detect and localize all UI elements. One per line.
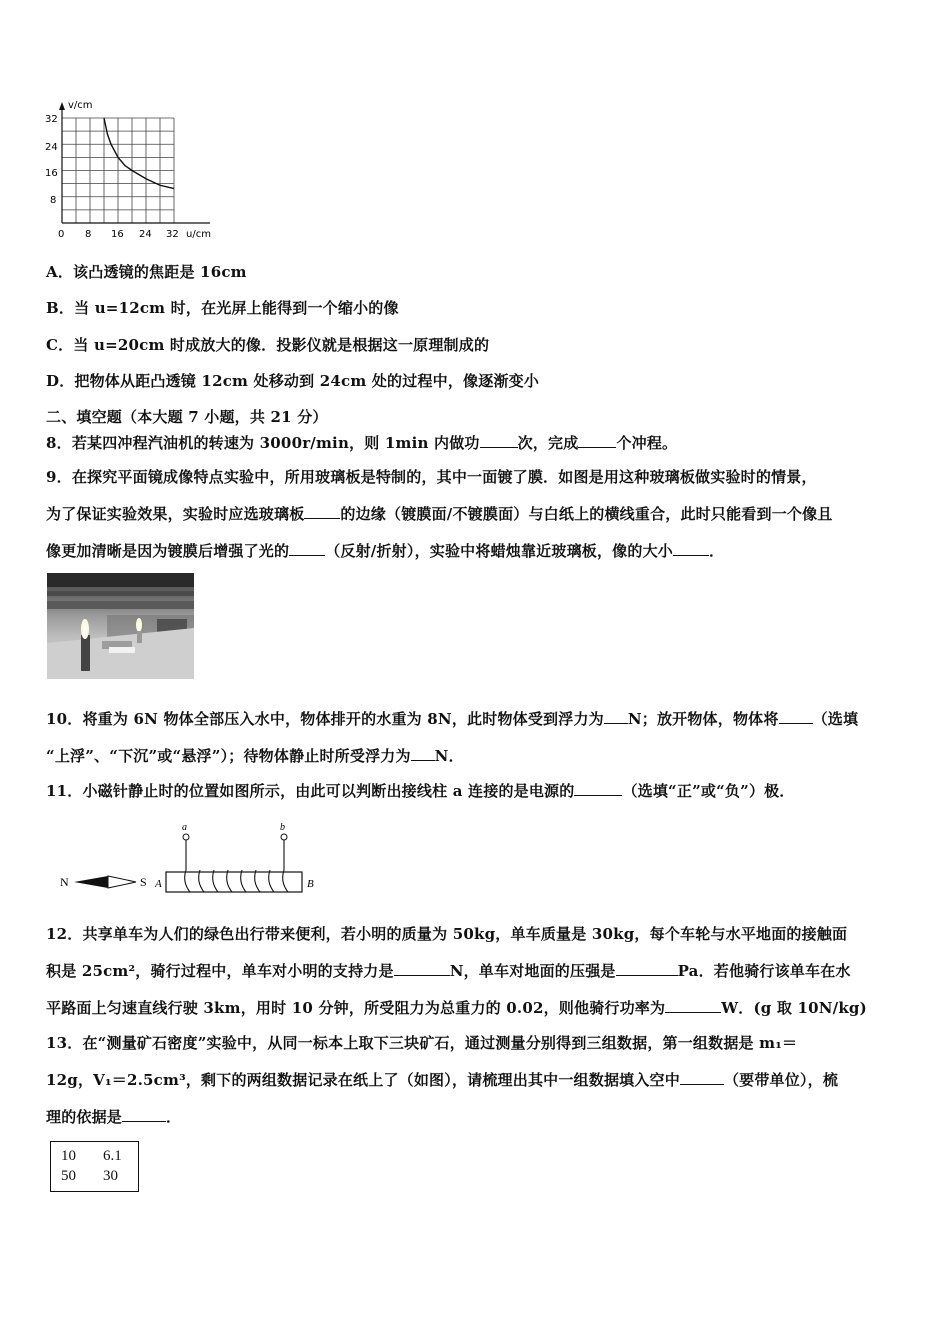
x-tick-8: 8 — [85, 229, 92, 240]
y-tick-32: 32 — [45, 114, 58, 125]
y-axis-label: v/cm — [68, 100, 93, 111]
x-tick-0: 0 — [58, 229, 65, 240]
note-cell: 30 — [103, 1168, 118, 1184]
candle-photo-svg — [47, 573, 194, 679]
question-8: 8．若某四冲程汽油机的转速为 3000r/min，则 1min 内做功 次，完成 个冲程。 — [46, 434, 678, 452]
compass-n-label: N — [60, 875, 69, 889]
terminal-b-label: b — [280, 822, 285, 833]
answer-blank — [304, 503, 340, 519]
answer-blank — [122, 1106, 166, 1122]
compass-needle-north — [74, 876, 108, 888]
solenoid-figure — [58, 822, 333, 894]
compass-needle-south — [108, 876, 136, 888]
solenoid-coil — [185, 840, 288, 892]
answer-blank — [779, 708, 813, 724]
answer-blank — [480, 432, 518, 448]
question-12-line-3: 平路面上匀速直线行驶 3km，用时 10 分钟，所受阻力为总重力的 0.02，则他骑行功率为 W．(g 取 10N/kg) — [46, 999, 867, 1017]
option-b: B．当 u=12cm 时，在光屏上能得到一个缩小的像 — [46, 299, 399, 317]
option-c: C．当 u=20cm 时成放大的像．投影仪就是根据这一原理制成的 — [46, 336, 490, 354]
option-d: D．把物体从距凸透镜 12cm 处移动到 24cm 处的过程中，像逐渐变小 — [46, 372, 540, 390]
terminal-a-label: a — [182, 822, 187, 833]
question-13-line-1: 13．在“测量矿石密度”实验中，从同一标本上取下三块矿石，通过测量分别得到三组数据，第一组数据是 m₁＝ — [46, 1034, 798, 1052]
lens-graph-svg — [40, 96, 230, 244]
question-11: 11．小磁针静止时的位置如图所示，由此可以判断出接线柱 a 连接的是电源的 （选填“正”或“负”）极． — [46, 782, 795, 800]
end-a-label: A — [155, 878, 162, 890]
answer-blank — [616, 960, 678, 976]
answer-blank — [289, 540, 325, 556]
option-a: A．该凸透镜的焦距是 16cm — [46, 263, 247, 281]
y-tick-8: 8 — [50, 195, 57, 206]
solenoid-core — [166, 872, 302, 892]
x-tick-32: 32 — [166, 229, 179, 240]
answer-blank — [604, 708, 628, 724]
lens-graph — [40, 96, 230, 244]
question-10-line-2: “上浮”、“下沉”或“悬浮”）；待物体静止时所受浮力为 N． — [46, 747, 464, 765]
note-cell: 6.1 — [103, 1148, 122, 1164]
answer-blank — [574, 780, 622, 796]
question-13-line-3: 理的依据是 ． — [46, 1108, 182, 1126]
answer-blank — [394, 960, 450, 976]
question-13-line-2: 12g，V₁＝2.5cm³，剩下的两组数据记录在纸上了（如图），请梳理出其中一组数据填入空中 （要带单位），梳 — [46, 1071, 839, 1089]
y-tick-24: 24 — [45, 142, 58, 153]
question-9-line-1: 9．在探究平面镜成像特点实验中，所用玻璃板是特制的，其中一面镀了膜．如图是用这种玻璃板做实验时的情景， — [46, 468, 817, 486]
terminal-a — [183, 834, 189, 840]
note-cell: 50 — [61, 1168, 76, 1184]
compass-s-label: S — [140, 875, 147, 889]
terminal-b — [281, 834, 287, 840]
answer-blank — [665, 997, 721, 1013]
question-10-line-1: 10．将重为 6N 物体全部压入水中，物体排开的水重为 8N，此时物体受到浮力为 N；放开物体，物体将 （选填 — [46, 710, 859, 728]
y-tick-16: 16 — [45, 168, 58, 179]
x-tick-16: 16 — [111, 229, 124, 240]
question-12-line-2: 积是 25cm²，骑行过程中，单车对小明的支持力是 N，单车对地面的压强是 Pa．若他骑行该单车在水 — [46, 962, 851, 980]
recorded-data-note — [50, 1141, 139, 1192]
question-12-line-1: 12．共享单车为人们的绿色出行带来便利，若小明的质量为 50kg，单车质量是 30kg，每个车轮与水平地面的接触面 — [46, 925, 848, 943]
end-b-label: B — [307, 878, 314, 890]
answer-blank — [680, 1069, 724, 1085]
section-title: 二、填空题（本大题 7 小题，共 21 分） — [46, 408, 328, 426]
image-distance-curve — [104, 118, 174, 189]
question-9-line-2: 为了保证实验效果，实验时应选玻璃板 的边缘（镀膜面/不镀膜面）与白纸上的横线重合，此时只能看到一个像且 — [46, 505, 833, 523]
solenoid-svg — [58, 822, 333, 894]
x-axis-label: u/cm — [186, 229, 211, 240]
answer-blank — [578, 432, 616, 448]
note-cell: 10 — [61, 1148, 76, 1164]
answer-blank — [673, 540, 709, 556]
answer-blank — [411, 745, 435, 761]
x-tick-24: 24 — [139, 229, 152, 240]
question-9-line-3: 像更加清晰是因为镀膜后增强了光的 （反射/折射），实验中将蜡烛靠近玻璃板，像的大小 ． — [46, 542, 725, 560]
mirror-experiment-photo — [47, 573, 194, 679]
